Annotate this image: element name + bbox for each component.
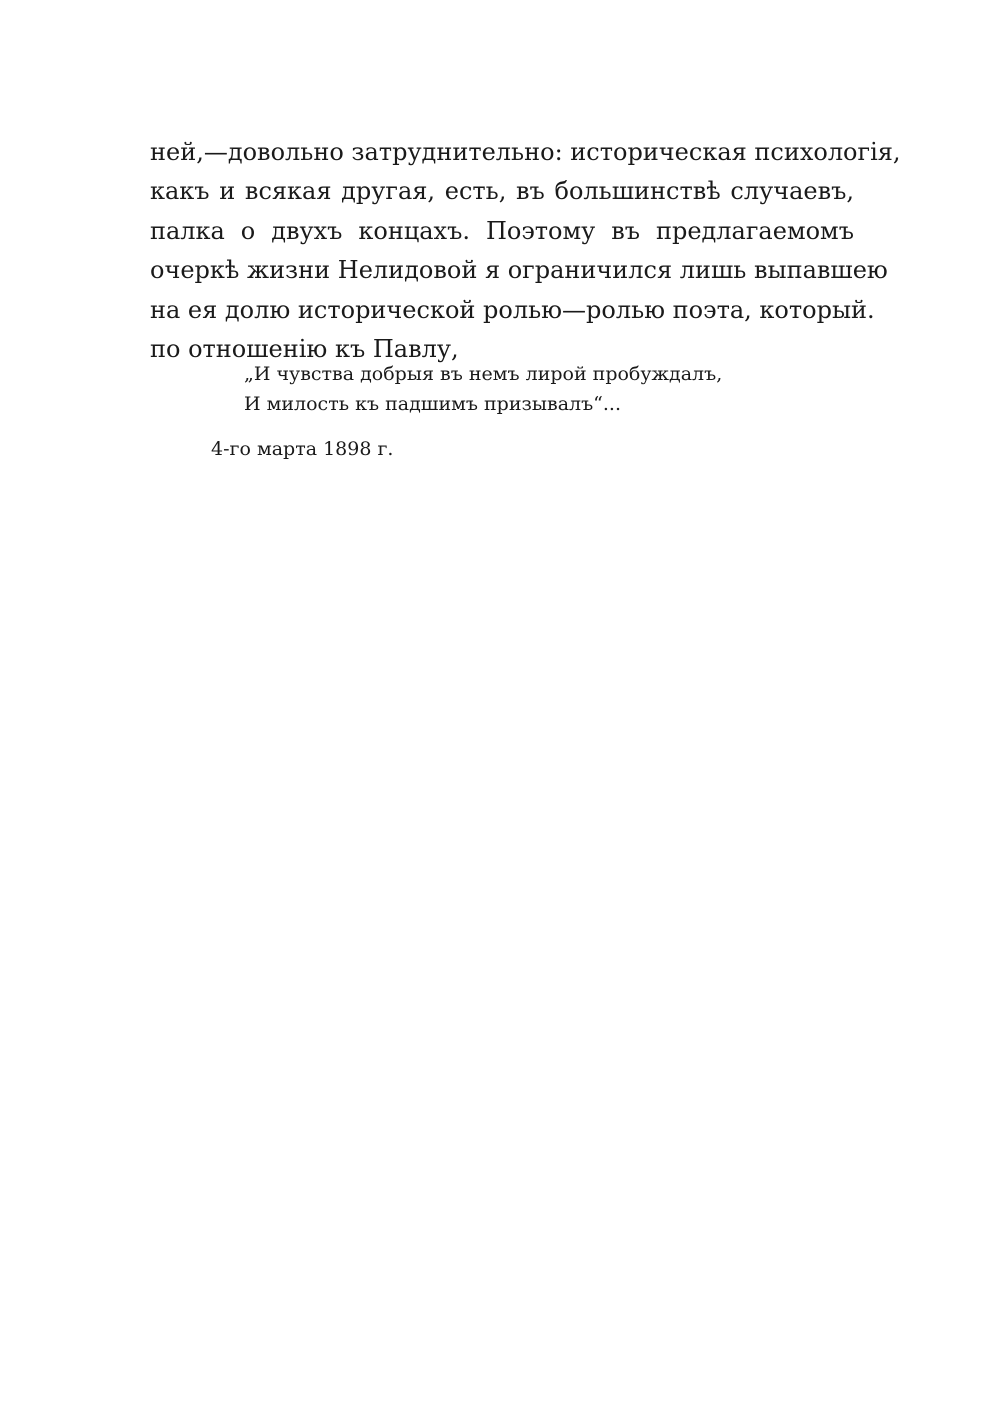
verse-line: И милость къ падшимъ призывалъ“...: [244, 393, 622, 415]
paragraph-line: на ея долю исторической ролью—ролью поэта, который.: [150, 295, 875, 324]
verse-quotation: [244, 359, 722, 419]
paragraph-line: палка о двухъ концахъ. Поэтому въ предлагаемомъ: [150, 216, 854, 245]
date-line: 4-го марта 1898 г.: [211, 438, 394, 460]
paragraph-line: очеркѣ жизни Нелидовой я ограничился лишь выпавшею: [150, 256, 888, 285]
paragraph-line: какъ и всякая другая, есть, въ большинствѣ случаевъ,: [150, 177, 854, 206]
paragraph-line: по отношенію къ Павлу,: [150, 334, 459, 363]
verse-line: „И чувства добрыя въ немъ лирой пробуждалъ,: [244, 363, 723, 385]
body-paragraph: [150, 133, 901, 369]
paragraph-line: ней,—довольно затруднительно: историческая психологія,: [150, 138, 901, 166]
